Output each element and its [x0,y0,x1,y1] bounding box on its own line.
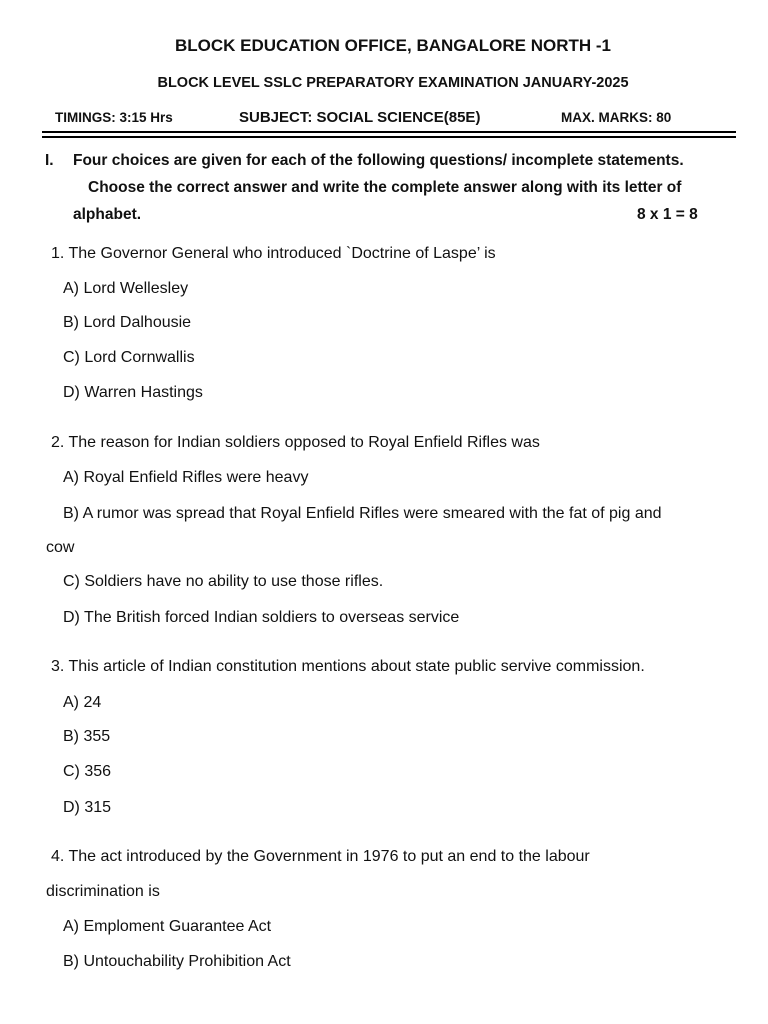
question-1-option-a: A) Lord Wellesley [63,280,189,297]
question-4-option-b: B) Untouchability Prohibition Act [63,953,291,970]
question-4-stem-cont: discrimination is [46,883,160,900]
section-number: I. [45,152,54,169]
office-title: BLOCK EDUCATION OFFICE, BANGALORE NORTH -1 [174,36,611,55]
question-1-option-c: C) Lord Cornwallis [63,349,195,366]
question-3-stem: 3. This article of Indian constitution mentions about state public servive commission. [51,658,645,675]
question-3-option-d: D) 315 [63,799,112,816]
question-2-option-c: C) Soldiers have no ability to use those rifles. [63,573,384,590]
section-marks: 8 x 1 = 8 [637,206,698,223]
timings: TIMINGS: 3:15 Hrs [55,110,173,125]
question-2-option-a: A) Royal Enfield Rifles were heavy [63,469,309,486]
question-4-stem: 4. The act introduced by the Government in 1976 to put an end to the labour [51,848,590,865]
question-3-option-b: B) 355 [63,728,111,745]
question-2-stem: 2. The reason for Indian soldiers opposed to Royal Enfield Rifles was [51,434,540,451]
question-2-option-d: D) The British forced Indian soldiers to overseas service [63,609,460,626]
question-2-option-b: B) A rumor was spread that Royal Enfield Rifles were smeared with the fat of pig and [63,505,662,522]
question-2-option-b-cont: cow [46,539,75,556]
question-1-option-d: D) Warren Hastings [63,384,203,401]
instruction-line-2: Choose the correct answer and write the complete answer along with its letter of [88,179,682,196]
instruction-line-3: alphabet. [73,206,142,223]
question-3-option-c: C) 356 [63,763,112,780]
exam-title: BLOCK LEVEL SSLC PREPARATORY EXAMINATION JANUARY-2025 [157,75,629,91]
header-rule-bottom [42,136,736,138]
instruction-line-1: Four choices are given for each of the following questions/ incomplete statements. [73,152,684,169]
header-rule-top [42,131,736,133]
question-1-stem: 1. The Governor General who introduced `Doctrine of Laspe’ is [51,245,496,262]
question-1-option-b: B) Lord Dalhousie [63,314,192,331]
max-marks: MAX. MARKS: 80 [561,110,672,125]
question-3-option-a: A) 24 [63,694,102,711]
subject: SUBJECT: SOCIAL SCIENCE(85E) [239,109,481,126]
question-4-option-a: A) Emploment Guarantee Act [63,918,272,935]
